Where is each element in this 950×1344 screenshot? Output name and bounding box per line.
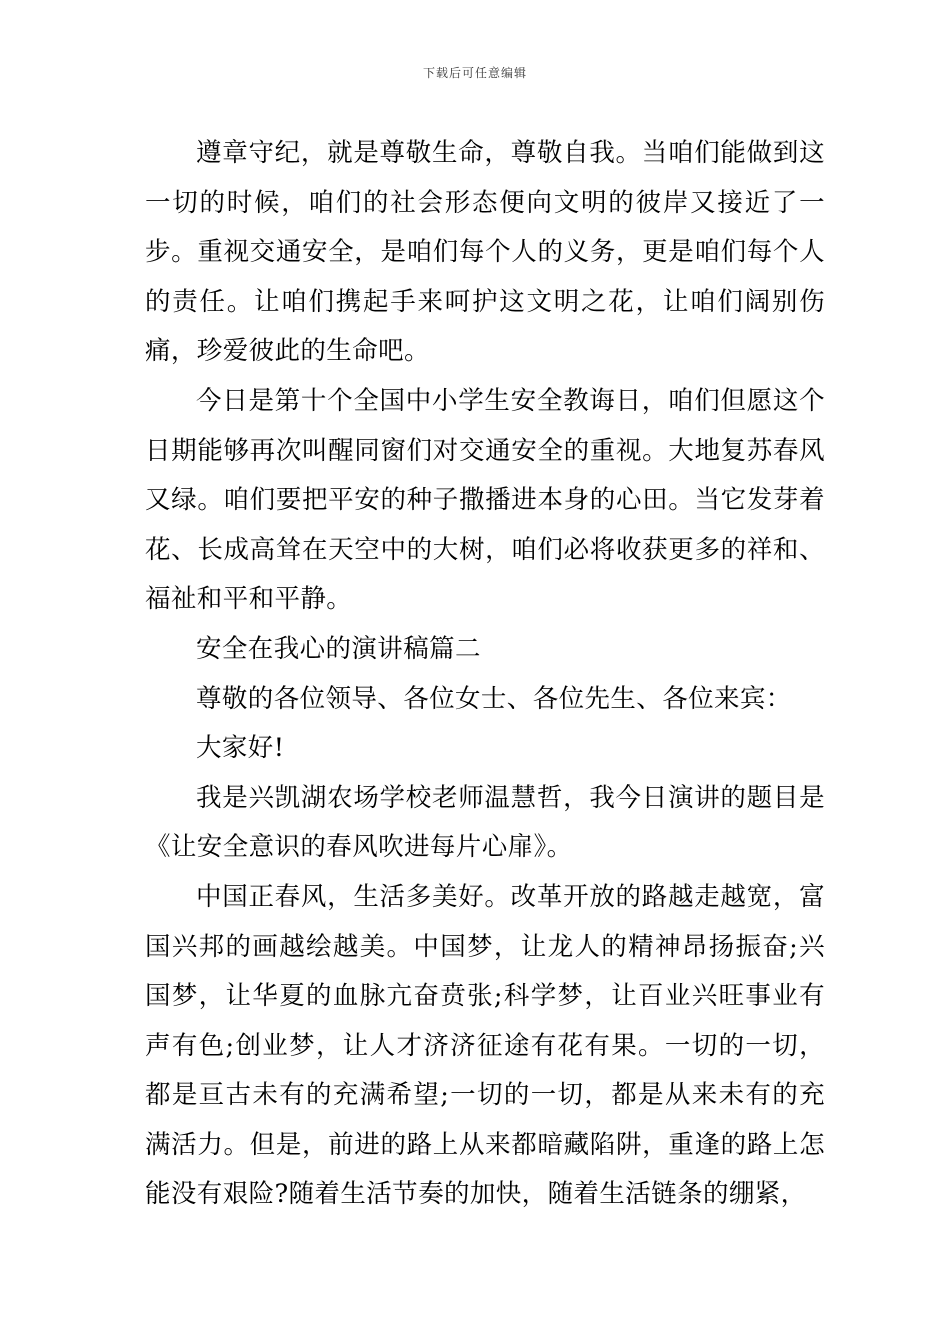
paragraph: 中国正春风，生活多美好。改革开放的路越走越宽，富国兴邦的画越绘越美。中国梦，让龙人的精神昂扬振奋;兴国梦，让华夏的血脉亢奋贲张;科学梦，让百业兴旺事业有声有色;创业梦，让人才济济征途有花有果。一切的一切，都是亘古未有的充满希望;一切的一切，都是从来未有的充满活力。但是，前进的路上从来都暗藏陷阱，重逢的路上怎能没有艰险?随着生活节奏的加快，随着生活链条的绷紧， [145,881,825,1210]
paragraph: 我是兴凯湖农场学校老师温慧哲，我今日演讲的题目是《让安全意识的春风吹进每片心扉》。 [145,782,825,863]
page-header-note: 下载后可任意编辑 [422,66,527,80]
document-body [145,129,825,1220]
paragraph: 遵章守纪，就是尊敬生命，尊敬自我。当咱们能做到这一切的时候，咱们的社会形态便向文明的彼岸又接近了一步。重视交通安全，是咱们每个人的义务，更是咱们每个人的责任。让咱们携起手来呵护这文明之花，让咱们阔别伤痛，珍爱彼此的生命吧。 [145,138,825,367]
greeting: 大家好! [196,733,285,764]
section-title: 安全在我心的演讲稿篇二 [196,633,481,664]
salutation: 尊敬的各位领导、各位女士、各位先生、各位来宾： [196,683,792,714]
paragraph: 今日是第十个全国中小学生安全教诲日，咱们但愿这个日期能够再次叫醒同窗们对交通安全的重视。大地复苏春风又绿。咱们要把平安的种子撒播进本身的心田。当它发芽着花、长成高耸在天空中的大树，咱们必将收获更多的祥和、福祉和平和平静。 [145,385,825,615]
